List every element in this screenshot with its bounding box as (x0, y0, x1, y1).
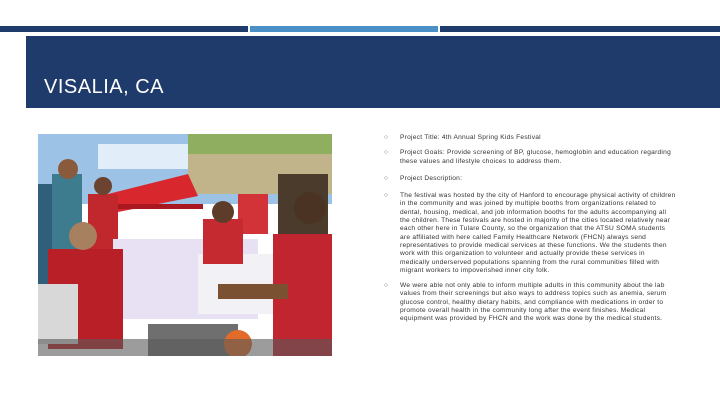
list-item (384, 282, 676, 323)
list-item (384, 149, 676, 166)
bullet-text: We were able not only able to inform multiple adults in this community about the lab values from their screenings but also ways to address topics such as anemia, serum glucose control, healthy dietary habits, and compliance with medications in order to promote overall health in the community long after the event finishes. Medical equipment was provided by FHCN and the work was done by the medical students. (400, 282, 667, 323)
bullet-circle-icon: ○ (384, 149, 389, 157)
bullet-circle-icon: ○ (384, 174, 389, 182)
festival-photo-illustration (38, 134, 332, 356)
title-bar (26, 36, 720, 108)
bullet-circle-icon: ○ (384, 134, 389, 141)
bullet-text: Project Description: (400, 174, 463, 182)
list-item (384, 192, 676, 275)
bullet-list (384, 134, 676, 331)
festival-photo (38, 134, 332, 356)
bullet-circle-icon: ○ (384, 282, 389, 290)
bullet-circle-icon: ○ (384, 192, 389, 200)
list-item (384, 175, 676, 183)
strip-light-segment (250, 26, 438, 32)
bullet-text: The festival was hosted by the city of Hanford to encourage physical activity of children in the community and was joined by multiple booths from organizations related to dental, housing, medical, and job information booths for the adults accompanying all the children. These festivals are hosted in majority of the cities located relatively near each other here in Tulare County, so the organization that the ATSU SOMA students are affiliated with here called Family Healthcare Network (FHCN) always send representatives to provide medical services at these functions. We the students then work with this organization to volunteer and actually provide these services in medically underserved populations spanning from the rural communities filled with migrant workers to impoverished inner city folk. (400, 192, 676, 274)
slide-title: VISALIA, CA (44, 76, 164, 98)
list-item (384, 134, 676, 142)
bullet-text: Project Goals: Provide screening of BP, glucose, hemoglobin and education regarding these values and lifestyle choices to address them. (400, 149, 671, 165)
strip-dark-segment (0, 26, 248, 32)
top-accent-strip (0, 26, 720, 32)
bullet-text: Project Title: 4th Annual Spring Kids Festival (400, 134, 541, 141)
strip-right-segment (440, 26, 720, 32)
